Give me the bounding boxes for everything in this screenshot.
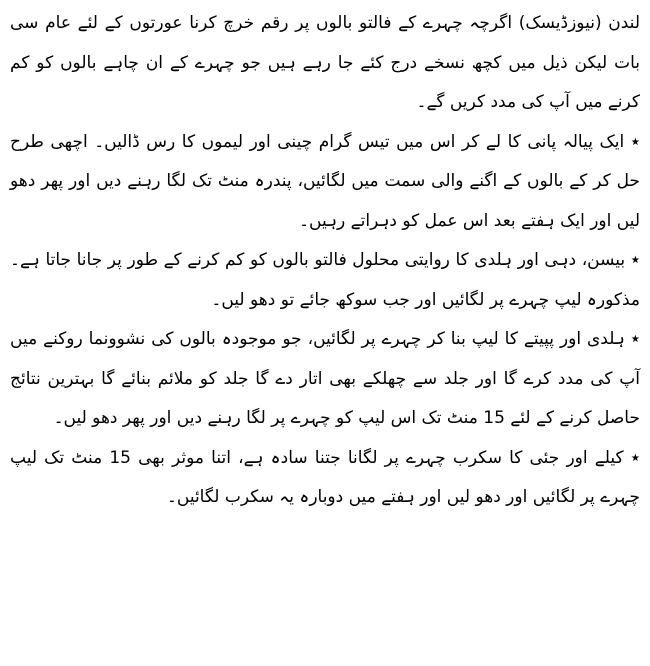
article-body	[10, 4, 640, 518]
tip-turmeric-papaya-paragraph: ٭ ہلدی اور پپیتے کا لیپ بنا کر چہرے پر لگائیں، جو موجودہ بالوں کی نشوونما روکنے میں آپ کی مدد کرے گا اور جلد سے چھلکے بھی اتار دے گا جلد کو ملائم بنائے گا بہترین نتائج حاصل کرنے کے لئے 15 منٹ تک اس لیپ کو چہرے پر لگا رہنے دیں اور پھر دھو لیں۔	[10, 329, 640, 428]
tip-sugar-lemon-paragraph: ٭ ایک پیالہ پانی کا لے کر اس میں تیس گرام چینی اور لیموں کا رس ڈالیں۔ اچھی طرح حل کر کے بالوں کے اگنے والی سمت میں لگائیں، پندرہ منٹ تک لگا رہنے دیں اور پھر دھو لیں اور ایک ہفتے بعد اس عمل کو دہراتے رہیں۔	[10, 131, 640, 231]
tip-gram-flour-paragraph: ٭ بیسن، دہی اور ہلدی کا روایتی محلول فالتو بالوں کو کم کرنے کے طور پر جانا جاتا ہے۔ مذکورہ لیپ چہرے پر لگائیں اور جب سوکھ جائے تو دھو لیں۔	[10, 250, 640, 310]
intro-paragraph: لندن (نیوزڈیسک) اگرچہ چہرے کے فالتو بالوں پر رقم خرچ کرنا عورتوں کے لئے عام سی بات لیکن ذیل میں کچھ نسخے درج کئے جا رہے ہیں جو چہرے کے ان چاہے بالوں کو کم کرنے میں آپ کی مدد کریں گے۔	[10, 13, 640, 112]
tip-banana-oat-paragraph: ٭ کیلے اور جئی کا سکرب چہرے پر لگانا جتنا سادہ ہے، اتنا موثر بھی 15 منٹ تک لیپ چہرے پر لگائیں اور دھو لیں اور ہفتے میں دوبارہ یہ سکرب لگائیں۔	[10, 447, 640, 507]
